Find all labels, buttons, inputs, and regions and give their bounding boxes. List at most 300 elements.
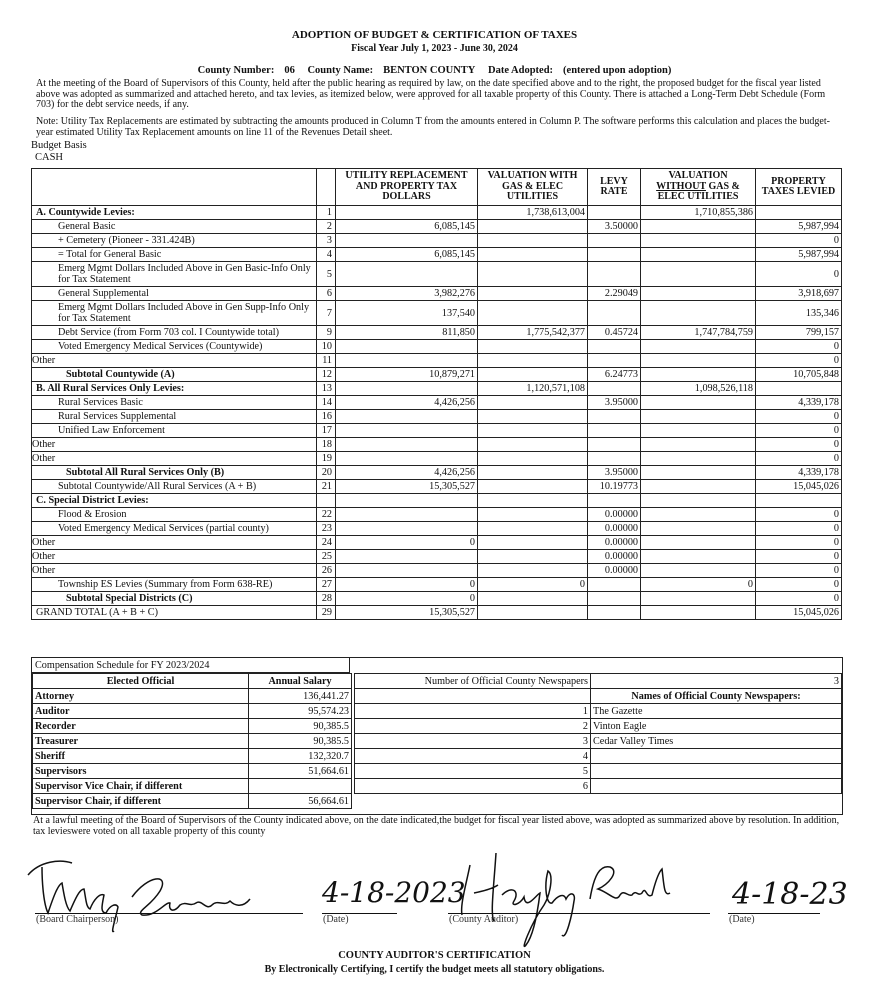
date1-handwritten-text: 4-18-2023 [322, 876, 466, 909]
row-utility-dollars [336, 382, 478, 396]
certification-text: By Electronically Certifying, I certify the budget meets all statutory obligations. [264, 964, 605, 975]
row-taxes-levied: 15,045,026 [756, 606, 842, 620]
levy-row [32, 508, 842, 522]
row-taxes-levied: 0 [756, 592, 842, 606]
budget-basis-value: CASH [35, 152, 64, 163]
row-valuation-with: 0 [478, 578, 588, 592]
row-valuation-with [478, 592, 588, 606]
levy-row [32, 206, 842, 220]
compensation-header [33, 674, 352, 689]
county-info-line [0, 65, 869, 76]
row-taxes-levied: 0 [756, 522, 842, 536]
row-line-number: 6 [317, 287, 336, 301]
newspaper-row [355, 779, 842, 794]
row-valuation-with: 1,775,542,377 [478, 326, 588, 340]
row-taxes-levied [756, 206, 842, 220]
row-utility-dollars: 137,540 [336, 301, 478, 326]
row-taxes-levied: 135,346 [756, 301, 842, 326]
row-utility-dollars [336, 564, 478, 578]
levy-row [32, 536, 842, 550]
row-taxes-levied: 0 [756, 550, 842, 564]
newspaper-names-header-blank [355, 689, 591, 704]
row-taxes-levied: 0 [756, 262, 842, 287]
row-levy-rate: 6.24773 [588, 368, 641, 382]
row-levy-rate [588, 578, 641, 592]
county-number-label: County Number: [197, 65, 275, 76]
levy-row [32, 550, 842, 564]
levy-row [32, 382, 842, 396]
row-utility-dollars [336, 438, 478, 452]
row-utility-dollars: 10,879,271 [336, 368, 478, 382]
row-valuation-without [641, 396, 756, 410]
levy-row [32, 262, 842, 287]
official-name: Attorney [33, 689, 249, 704]
row-line-number: 16 [317, 410, 336, 424]
row-taxes-levied: 4,339,178 [756, 466, 842, 480]
header-line-blank [317, 169, 336, 206]
compensation-row [33, 689, 352, 704]
date2-handwritten-text: 4-18-23 [732, 877, 848, 912]
row-utility-dollars: 15,305,527 [336, 606, 478, 620]
row-valuation-without [641, 438, 756, 452]
intro-paragraph: At the meeting of the Board of Supervisors of this County, held after the public hearing as required by law, on the date specified above and to the right, the proposed budget for the fiscal year listed above was adopted as summarized and attached hereto, and tax levies, as itemized below, were approved for all taxable property of this County. There is attached a Long-Term Debt Schedule (Form 703) for the debt service needs, if any. [36, 78, 826, 110]
row-valuation-with [478, 234, 588, 248]
row-valuation-with [478, 354, 588, 368]
row-taxes-levied: 3,918,697 [756, 287, 842, 301]
row-levy-rate [588, 248, 641, 262]
row-valuation-without: 1,098,526,118 [641, 382, 756, 396]
row-utility-dollars: 4,426,256 [336, 466, 478, 480]
official-salary: 136,441.27 [249, 689, 352, 704]
row-line-number: 18 [317, 438, 336, 452]
col-elected-official: Elected Official [33, 674, 249, 689]
row-label: GRAND TOTAL (A + B + C) [32, 606, 317, 620]
levy-table [31, 168, 842, 620]
row-taxes-levied: 5,987,994 [756, 248, 842, 262]
row-utility-dollars: 4,426,256 [336, 396, 478, 410]
official-salary: 56,664.61 [249, 794, 352, 809]
newspaper-names-header: Names of Official County Newspapers: [591, 689, 842, 704]
row-label: Subtotal All Rural Services Only (B) [32, 466, 317, 480]
row-valuation-without [641, 592, 756, 606]
date1-handwritten [320, 858, 466, 918]
row-taxes-levied: 0 [756, 354, 842, 368]
row-utility-dollars [336, 354, 478, 368]
row-levy-rate [588, 206, 641, 220]
compensation-row [33, 749, 352, 764]
levy-row [32, 410, 842, 424]
row-label: Emerg Mgmt Dollars Included Above in Gen Basic-Info Only for Tax Statement [32, 262, 317, 287]
row-valuation-with [478, 287, 588, 301]
row-line-number: 26 [317, 564, 336, 578]
row-valuation-with [478, 340, 588, 354]
levy-row [32, 480, 842, 494]
row-levy-rate [588, 301, 641, 326]
row-valuation-with: 1,120,571,108 [478, 382, 588, 396]
levy-row [32, 522, 842, 536]
row-valuation-without [641, 234, 756, 248]
row-valuation-with [478, 438, 588, 452]
row-line-number: 7 [317, 301, 336, 326]
header-taxes-levied: PROPERTY TAXES LEVIED [756, 169, 842, 206]
resolution-statement: At a lawful meeting of the Board of Supervisors of the County indicated above, on the date indicated,the budget for fiscal year listed above, was adopted as summarized above by resolution. In addition, tax levieswere voted on all taxable property of this county [33, 815, 840, 837]
levy-row [32, 396, 842, 410]
row-levy-rate [588, 592, 641, 606]
levy-row [32, 424, 842, 438]
compensation-table [32, 673, 352, 809]
row-valuation-without [641, 522, 756, 536]
levy-row [32, 564, 842, 578]
row-valuation-with [478, 508, 588, 522]
row-line-number: 20 [317, 466, 336, 480]
row-utility-dollars: 0 [336, 592, 478, 606]
levy-row [32, 438, 842, 452]
row-valuation-without [641, 550, 756, 564]
row-valuation-without [641, 564, 756, 578]
newspaper-name: Vinton Eagle [591, 719, 842, 734]
row-valuation-without [641, 287, 756, 301]
row-valuation-without [641, 480, 756, 494]
levy-row [32, 494, 842, 508]
row-valuation-with [478, 606, 588, 620]
row-taxes-levied [756, 382, 842, 396]
row-levy-rate: 2.29049 [588, 287, 641, 301]
levy-row [32, 234, 842, 248]
row-label: Other [32, 536, 317, 550]
newspaper-count-label: Number of Official County Newspapers [355, 674, 591, 689]
newspaper-number: 6 [355, 779, 591, 794]
county-name-label: County Name: [307, 65, 374, 76]
row-levy-rate [588, 354, 641, 368]
header-levy-rate: LEVY RATE [588, 169, 641, 206]
row-utility-dollars [336, 206, 478, 220]
row-taxes-levied: 0 [756, 438, 842, 452]
levy-row [32, 592, 842, 606]
row-utility-dollars [336, 522, 478, 536]
row-valuation-with [478, 536, 588, 550]
newspaper-row [355, 764, 842, 779]
auditor-signature [440, 845, 740, 955]
row-line-number: 5 [317, 262, 336, 287]
row-valuation-without: 1,710,855,386 [641, 206, 756, 220]
row-valuation-without [641, 606, 756, 620]
row-taxes-levied: 0 [756, 508, 842, 522]
auditor-label: (County Auditor) [449, 914, 519, 925]
row-valuation-with [478, 564, 588, 578]
row-utility-dollars [336, 424, 478, 438]
row-levy-rate [588, 606, 641, 620]
row-levy-rate: 3.50000 [588, 220, 641, 234]
newspaper-name [591, 749, 842, 764]
row-label: Township ES Levies (Summary from Form 638-RE) [32, 578, 317, 592]
row-line-number: 29 [317, 606, 336, 620]
row-utility-dollars [336, 494, 478, 508]
row-valuation-with [478, 550, 588, 564]
row-line-number: 25 [317, 550, 336, 564]
newspaper-name: The Gazette [591, 704, 842, 719]
row-taxes-levied: 0 [756, 234, 842, 248]
row-valuation-without [641, 410, 756, 424]
compensation-row [33, 794, 352, 809]
row-utility-dollars [336, 234, 478, 248]
compensation-row [33, 704, 352, 719]
row-valuation-with [478, 396, 588, 410]
row-line-number: 12 [317, 368, 336, 382]
official-name: Auditor [33, 704, 249, 719]
row-label: Debt Service (from Form 703 col. I Countywide total) [32, 326, 317, 340]
official-salary [249, 779, 352, 794]
utility-note: Note: Utility Tax Replacements are estimated by subtracting the amounts produced in Column T from the amounts entered in Column P. The software performs this calculation and places the budget-year estimated Utility Tax Replacement amounts on line 11 of the Revenues Detail sheet. [36, 116, 830, 138]
row-label: Other [32, 452, 317, 466]
levy-row [32, 340, 842, 354]
row-levy-rate [588, 340, 641, 354]
row-taxes-levied: 0 [756, 578, 842, 592]
row-levy-rate [588, 382, 641, 396]
header-valuation-without-underlined: WITHOUT [656, 180, 706, 192]
official-salary: 132,320.7 [249, 749, 352, 764]
levy-row [32, 248, 842, 262]
row-valuation-without [641, 262, 756, 287]
row-taxes-levied: 0 [756, 452, 842, 466]
row-label: Other [32, 354, 317, 368]
newspaper-number: 2 [355, 719, 591, 734]
compensation-row [33, 719, 352, 734]
row-levy-rate [588, 438, 641, 452]
row-label: Other [32, 550, 317, 564]
levy-row [32, 301, 842, 326]
row-valuation-without: 0 [641, 578, 756, 592]
row-levy-rate: 0.00000 [588, 536, 641, 550]
row-levy-rate: 3.95000 [588, 396, 641, 410]
row-line-number: 21 [317, 480, 336, 494]
row-levy-rate: 0.00000 [588, 522, 641, 536]
row-valuation-without [641, 301, 756, 326]
row-line-number: 19 [317, 452, 336, 466]
row-valuation-without [641, 494, 756, 508]
row-levy-rate: 10.19773 [588, 480, 641, 494]
certification-title: COUNTY AUDITOR'S CERTIFICATION [338, 950, 531, 961]
header-valuation-with: VALUATION WITH GAS & ELEC UTILITIES [478, 169, 588, 206]
levy-row [32, 606, 842, 620]
row-utility-dollars: 0 [336, 578, 478, 592]
row-label: Unified Law Enforcement [32, 424, 317, 438]
row-utility-dollars [336, 550, 478, 564]
row-valuation-without: 1,747,784,759 [641, 326, 756, 340]
row-valuation-without [641, 424, 756, 438]
newspaper-number: 3 [355, 734, 591, 749]
row-utility-dollars [336, 508, 478, 522]
row-line-number: 14 [317, 396, 336, 410]
row-levy-rate [588, 262, 641, 287]
row-valuation-with [478, 494, 588, 508]
row-label: Subtotal Countywide/All Rural Services (A + B) [32, 480, 317, 494]
row-levy-rate [588, 452, 641, 466]
row-utility-dollars [336, 340, 478, 354]
row-line-number: 9 [317, 326, 336, 340]
row-valuation-without [641, 536, 756, 550]
date-adopted-label: Date Adopted: [488, 65, 554, 76]
row-taxes-levied: 0 [756, 536, 842, 550]
row-valuation-with [478, 220, 588, 234]
date1-label: (Date) [323, 914, 349, 925]
row-valuation-with [478, 466, 588, 480]
compensation-row [33, 764, 352, 779]
row-valuation-with [478, 301, 588, 326]
official-name: Sheriff [33, 749, 249, 764]
row-levy-rate: 0.00000 [588, 508, 641, 522]
row-valuation-without [641, 220, 756, 234]
levy-row [32, 452, 842, 466]
col-annual-salary: Annual Salary [249, 674, 352, 689]
row-valuation-without [641, 354, 756, 368]
budget-basis-label: Budget Basis [31, 140, 87, 151]
newspaper-name: Cedar Valley Times [591, 734, 842, 749]
row-taxes-levied: 15,045,026 [756, 480, 842, 494]
official-name: Supervisors [33, 764, 249, 779]
row-levy-rate [588, 424, 641, 438]
header-valuation-without-suffix: GAS & ELEC UTILITIES [657, 180, 740, 203]
header-valuation-without-prefix: VALUATION [668, 170, 728, 182]
row-label: Other [32, 564, 317, 578]
newspaper-row [355, 719, 842, 734]
row-line-number: 2 [317, 220, 336, 234]
row-line-number: 28 [317, 592, 336, 606]
document-title: ADOPTION OF BUDGET & CERTIFICATION OF TAXES [291, 29, 578, 41]
row-taxes-levied: 0 [756, 424, 842, 438]
newspapers-table [354, 673, 842, 794]
row-label: A. Countywide Levies: [32, 206, 317, 220]
row-valuation-without [641, 368, 756, 382]
newspaper-number: 4 [355, 749, 591, 764]
row-valuation-with [478, 368, 588, 382]
newspaper-name [591, 779, 842, 794]
levy-row [32, 220, 842, 234]
official-salary: 95,574.23 [249, 704, 352, 719]
row-valuation-with [478, 480, 588, 494]
row-label: General Supplemental [32, 287, 317, 301]
row-valuation-without [641, 508, 756, 522]
row-label: General Basic [32, 220, 317, 234]
row-utility-dollars [336, 452, 478, 466]
row-label: Subtotal Special Districts (C) [32, 592, 317, 606]
official-salary: 90,385.5 [249, 734, 352, 749]
row-line-number: 23 [317, 522, 336, 536]
row-valuation-with [478, 522, 588, 536]
official-salary: 90,385.5 [249, 719, 352, 734]
date-adopted: (entered upon adoption) [563, 65, 672, 76]
row-label: Rural Services Supplemental [32, 410, 317, 424]
row-valuation-without [641, 248, 756, 262]
row-label: B. All Rural Services Only Levies: [32, 382, 317, 396]
row-line-number: 17 [317, 424, 336, 438]
row-line-number: 4 [317, 248, 336, 262]
compensation-row [33, 779, 352, 794]
row-line-number: 22 [317, 508, 336, 522]
levy-row [32, 466, 842, 480]
newspaper-name [591, 764, 842, 779]
row-utility-dollars: 811,850 [336, 326, 478, 340]
row-utility-dollars: 3,982,276 [336, 287, 478, 301]
row-line-number: 10 [317, 340, 336, 354]
header-label-blank [32, 169, 317, 206]
levy-row [32, 326, 842, 340]
row-taxes-levied: 0 [756, 564, 842, 578]
newspaper-count-row [355, 674, 842, 689]
row-line-number [317, 494, 336, 508]
row-label: Voted Emergency Medical Services (partial county) [32, 522, 317, 536]
row-line-number: 11 [317, 354, 336, 368]
row-utility-dollars [336, 262, 478, 287]
row-taxes-levied: 799,157 [756, 326, 842, 340]
row-line-number: 24 [317, 536, 336, 550]
row-taxes-levied: 4,339,178 [756, 396, 842, 410]
newspaper-number: 5 [355, 764, 591, 779]
row-label: Rural Services Basic [32, 396, 317, 410]
newspaper-names-header-row [355, 689, 842, 704]
row-taxes-levied: 10,705,848 [756, 368, 842, 382]
compensation-row [33, 734, 352, 749]
row-label: Subtotal Countywide (A) [32, 368, 317, 382]
newspaper-row [355, 734, 842, 749]
row-line-number: 13 [317, 382, 336, 396]
row-label: + Cemetery (Pioneer - 331.424B) [32, 234, 317, 248]
row-levy-rate [588, 234, 641, 248]
row-levy-rate: 0.00000 [588, 550, 641, 564]
official-name: Recorder [33, 719, 249, 734]
row-line-number: 1 [317, 206, 336, 220]
row-levy-rate: 3.95000 [588, 466, 641, 480]
row-valuation-with: 1,738,613,004 [478, 206, 588, 220]
row-utility-dollars: 6,085,145 [336, 248, 478, 262]
row-levy-rate: 0.45724 [588, 326, 641, 340]
row-label: Flood & Erosion [32, 508, 317, 522]
official-salary: 51,664.61 [249, 764, 352, 779]
row-valuation-with [478, 410, 588, 424]
row-utility-dollars [336, 410, 478, 424]
header-valuation-without [641, 169, 756, 206]
row-taxes-levied: 0 [756, 340, 842, 354]
official-name: Treasurer [33, 734, 249, 749]
levy-row [32, 354, 842, 368]
newspaper-count: 3 [591, 674, 842, 689]
compensation-and-newspapers-section [31, 657, 843, 815]
row-levy-rate [588, 494, 641, 508]
row-valuation-without [641, 340, 756, 354]
date2-handwritten [730, 858, 850, 918]
fiscal-year: Fiscal Year July 1, 2023 - June 30, 2024 [351, 43, 518, 54]
newspaper-number: 1 [355, 704, 591, 719]
levy-row [32, 578, 842, 592]
row-valuation-with [478, 262, 588, 287]
row-taxes-levied: 5,987,994 [756, 220, 842, 234]
levy-row [32, 368, 842, 382]
row-label: Voted Emergency Medical Services (Countywide) [32, 340, 317, 354]
newspaper-row [355, 704, 842, 719]
county-number: 06 [284, 65, 295, 76]
row-valuation-without [641, 452, 756, 466]
official-name: Supervisor Vice Chair, if different [33, 779, 249, 794]
row-line-number: 27 [317, 578, 336, 592]
levy-row [32, 287, 842, 301]
header-utility: UTILITY REPLACEMENT AND PROPERTY TAX DOLLARS [336, 169, 478, 206]
row-valuation-with [478, 248, 588, 262]
row-levy-rate: 0.00000 [588, 564, 641, 578]
row-valuation-without [641, 466, 756, 480]
official-name: Supervisor Chair, if different [33, 794, 249, 809]
row-valuation-with [478, 452, 588, 466]
row-valuation-with [478, 424, 588, 438]
levy-table-header [32, 169, 842, 206]
